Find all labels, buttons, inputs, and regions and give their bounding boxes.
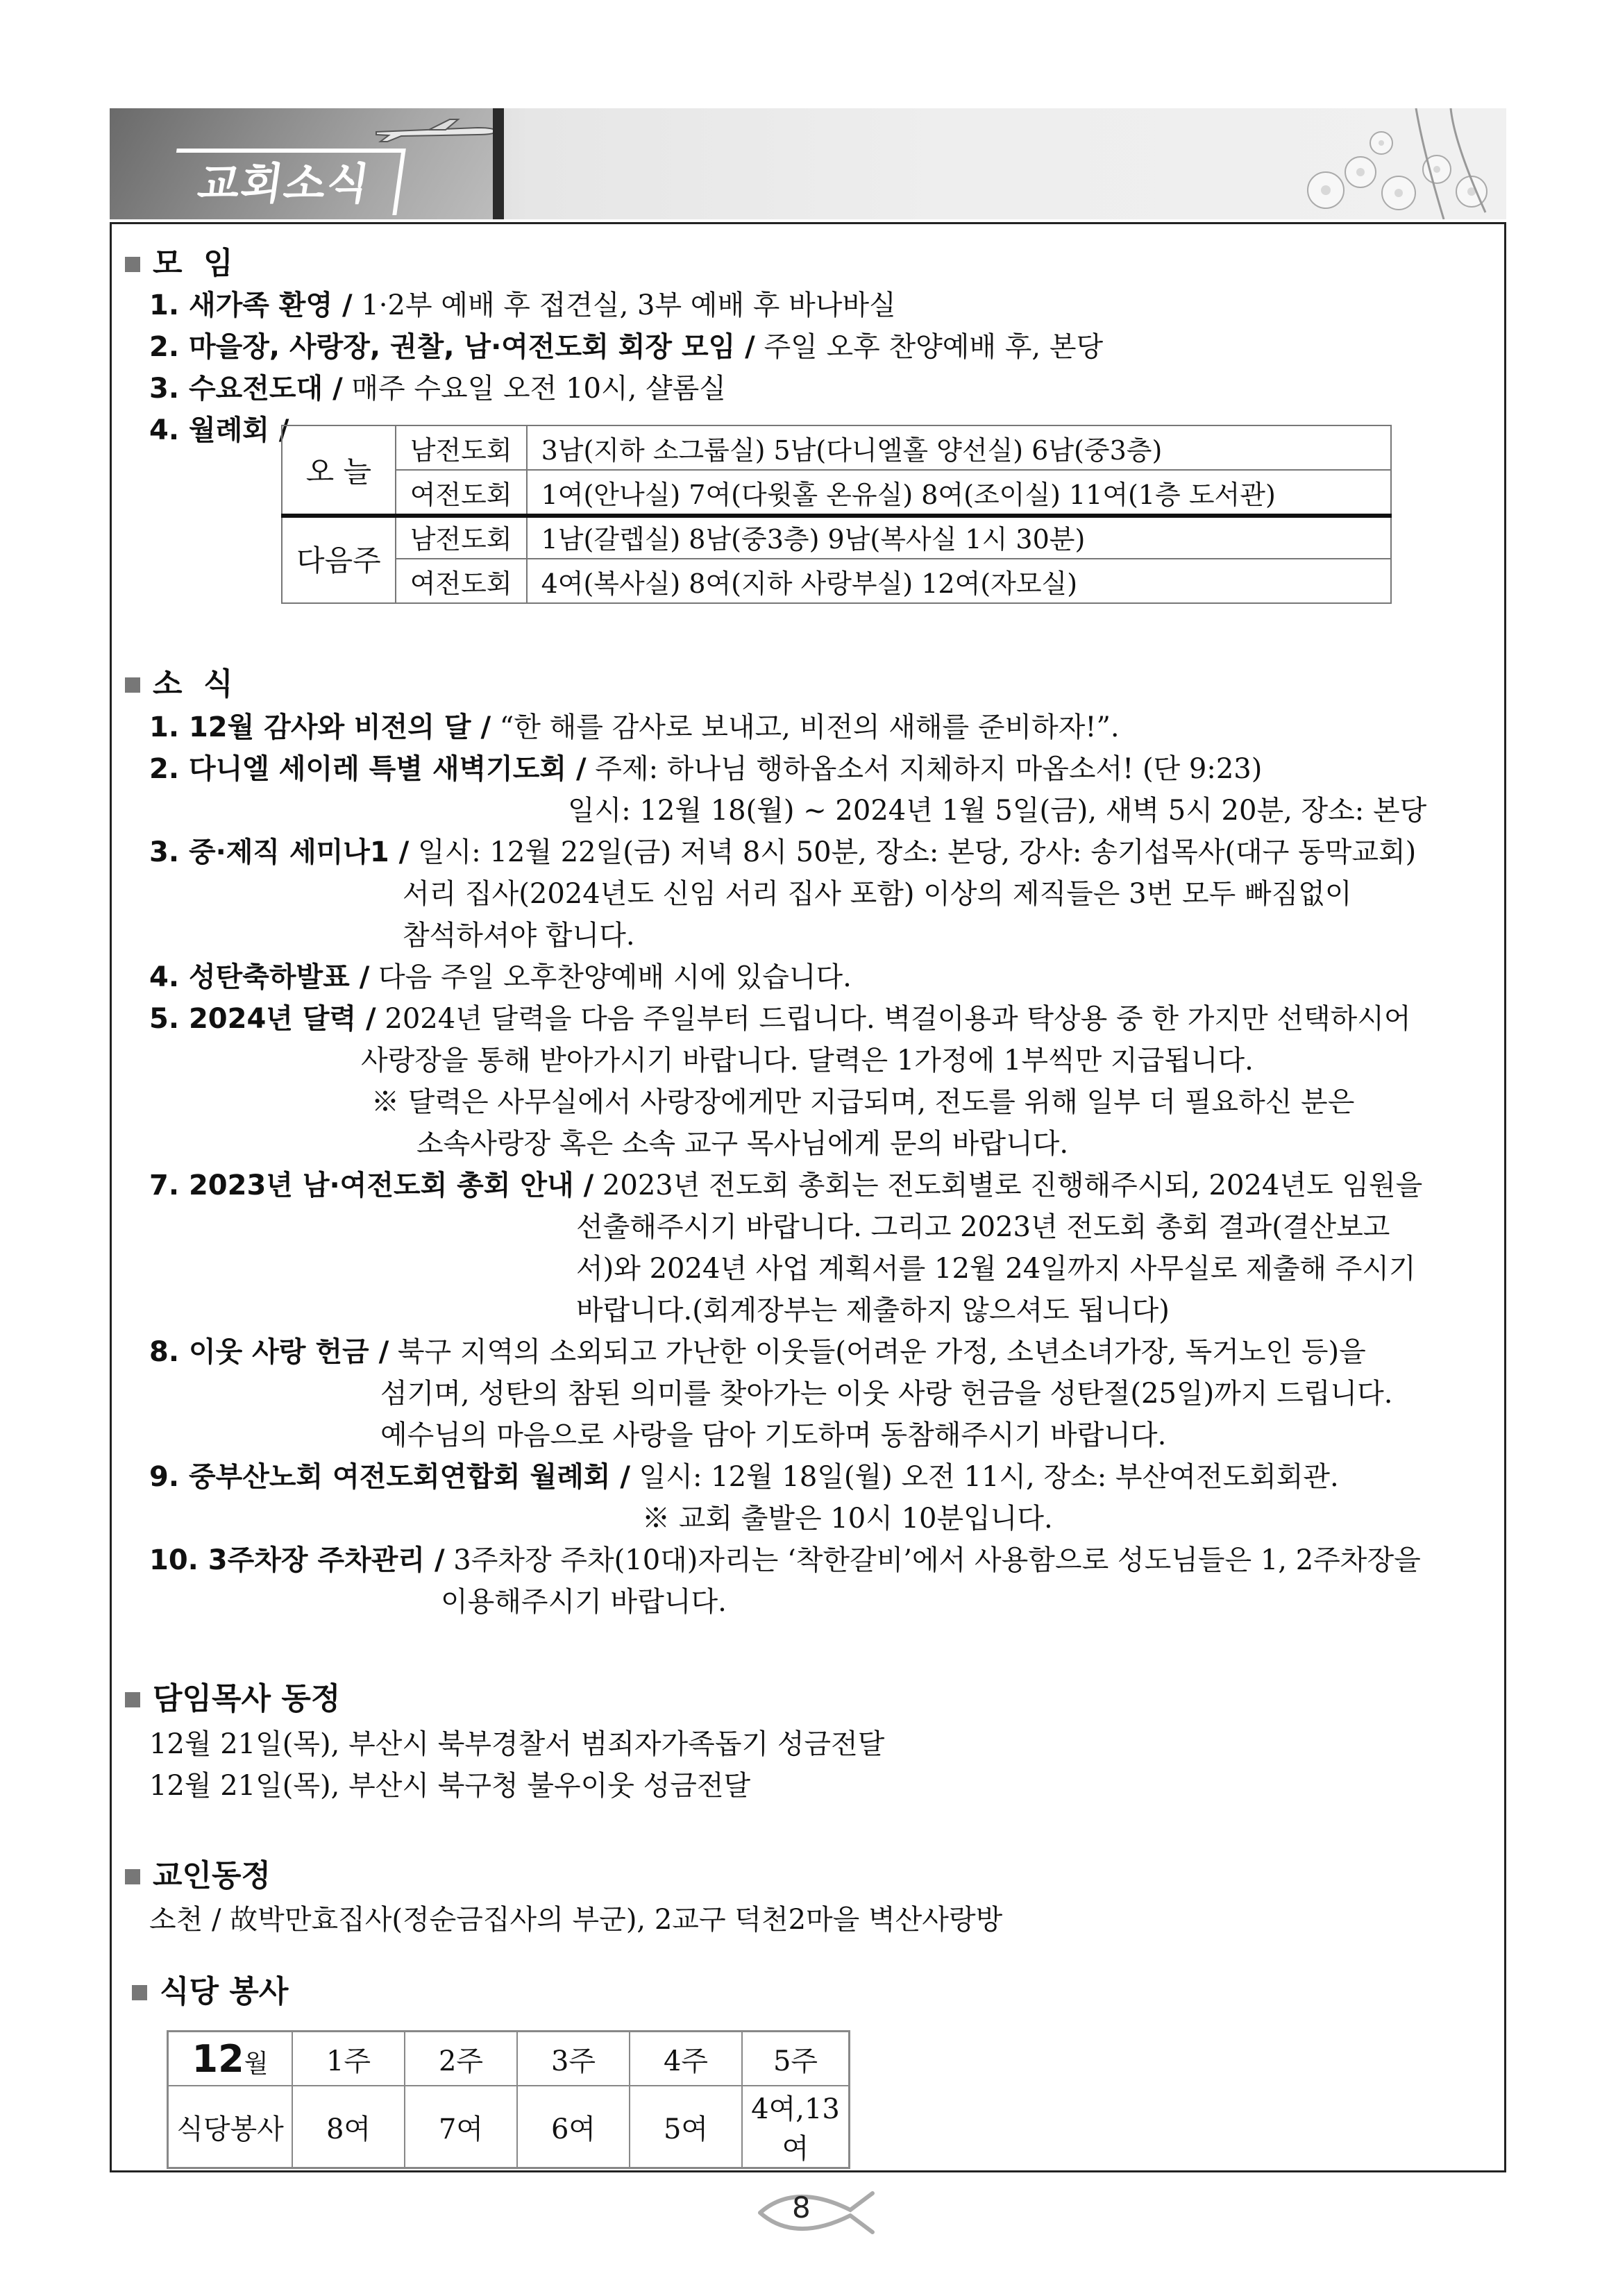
pastor-line: 12월 21일(목), 부산시 북부경찰서 범죄자가족돕기 성금전달 bbox=[149, 1728, 885, 1760]
news-line: 바랍니다.(회계장부는 제출하지 않으셔도 됩니다) bbox=[576, 1294, 1170, 1326]
table-cell: 남전도회 bbox=[396, 425, 527, 470]
news-line: 일시: 12월 18(월) ~ 2024년 1월 5일(금), 새벽 5시 20분, 장소: 본당 bbox=[568, 795, 1427, 827]
airplane-icon bbox=[373, 118, 498, 143]
section-pastor-title: 담임목사 동정 bbox=[125, 1680, 340, 1719]
table-cell: 1남(갈렙실) 8남(중3층) 9남(복사실 1시 30분) bbox=[527, 514, 1391, 559]
table-divider bbox=[281, 514, 1392, 518]
table-cell: 남전도회 bbox=[396, 514, 527, 559]
gathering-item-4: 4. 월례회 / bbox=[149, 414, 289, 446]
news-line: 예수님의 마음으로 사랑을 담아 기도하며 동참해주시기 바랍니다. bbox=[380, 1419, 1167, 1451]
news-line: 참석하셔야 합니다. bbox=[403, 920, 635, 952]
news-line: 서리 집사(2024년도 신임 서리 집사 포함) 이상의 제직들은 3번 모두 빠짐없이 bbox=[403, 878, 1352, 910]
banner-divider bbox=[493, 108, 504, 219]
header-banner bbox=[110, 108, 1506, 219]
week-header: 1주 bbox=[292, 2032, 405, 2086]
news-line: 5. 2024년 달력 / 2024년 달력을 다음 주일부터 드립니다. 벽걸이용과 탁상용 중 한 가지만 선택하시어 bbox=[149, 1003, 1411, 1035]
news-line: 서)와 2024년 사업 계획서를 12월 24일까지 사무실로 제출해 주시기 bbox=[576, 1253, 1416, 1285]
row-label: 식당봉사 bbox=[168, 2086, 293, 2168]
bullet-square-icon bbox=[125, 1692, 140, 1707]
news-line: 7. 2023년 남·여전도회 총회 안내 / 2023년 전도회 총회는 전도회별로 진행해주시되, 2024년도 임원을 bbox=[149, 1170, 1423, 1201]
page-title: 교회소식 bbox=[167, 149, 405, 215]
week-header: 5주 bbox=[742, 2032, 850, 2086]
bullet-square-icon bbox=[125, 1869, 140, 1884]
group-cell: 8여 bbox=[292, 2086, 405, 2168]
group-cell: 4여,13여 bbox=[742, 2086, 850, 2168]
bullet-square-icon bbox=[132, 1985, 147, 2000]
section-cafeteria-title: 식당 봉사 bbox=[132, 1973, 288, 2011]
group-next-week: 다음주 bbox=[282, 514, 396, 603]
gathering-item-2: 2. 마을장, 사랑장, 권찰, 남·여전도회 회장 모임 / 주일 오후 찬양예배 후, 본당 bbox=[149, 331, 1104, 363]
week-header: 4주 bbox=[630, 2032, 742, 2086]
news-line: 소속사랑장 혹은 소속 교구 목사님에게 문의 바랍니다. bbox=[416, 1128, 1069, 1160]
cafeteria-table bbox=[167, 2030, 850, 2169]
news-line: 4. 성탄축하발표 / 다음 주일 오후찬양예배 시에 있습니다. bbox=[149, 961, 852, 993]
table-cell: 3남(지하 소그룹실) 5남(다니엘홀 양선실) 6남(중3층) bbox=[527, 425, 1391, 470]
bullet-square-icon bbox=[125, 677, 140, 693]
news-line: 섬기며, 성탄의 참된 의미를 찾아가는 이웃 사랑 헌금을 성탄절(25일)까지 드립니다. bbox=[380, 1378, 1393, 1410]
news-line: 8. 이웃 사랑 헌금 / 북구 지역의 소외되고 가난한 이웃들(어려운 가정, 소년소녀가장, 독거노인 등)을 bbox=[149, 1336, 1366, 1368]
gathering-item-3: 3. 수요전도대 / 매주 수요일 오전 10시, 샬롬실 bbox=[149, 373, 726, 405]
news-line: ※ 달력은 사무실에서 사랑장에게만 지급되며, 전도를 위해 일부 더 필요하신 분은 bbox=[371, 1086, 1355, 1118]
month-cell: 12월 bbox=[168, 2032, 293, 2086]
gathering-item-1: 1. 새가족 환영 / 1·2부 예배 후 접견실, 3부 예배 후 바나바실 bbox=[149, 289, 896, 321]
group-cell: 5여 bbox=[630, 2086, 742, 2168]
news-line: 2. 다니엘 세이레 특별 새벽기도회 / 주제: 하나님 행하옵소서 지체하지 마옵소서! (단 9:23) bbox=[149, 753, 1263, 785]
week-header: 2주 bbox=[405, 2032, 517, 2086]
section-gatherings-title: 모 임 bbox=[125, 244, 233, 283]
news-line: 선출해주시기 바랍니다. 그리고 2023년 전도회 총회 결과(결산보고 bbox=[576, 1211, 1390, 1243]
news-line: 10. 3주차장 주차관리 / 3주차장 주차(10대)자리는 ‘착한갈비’에서 사용함으로 성도님들은 1, 2주차장을 bbox=[149, 1544, 1421, 1576]
group-cell: 6여 bbox=[517, 2086, 630, 2168]
bullet-square-icon bbox=[125, 257, 140, 272]
group-cell: 7여 bbox=[405, 2086, 517, 2168]
table-cell: 여전도회 bbox=[396, 470, 527, 514]
week-header: 3주 bbox=[517, 2032, 630, 2086]
table-cell: 1여(안나실) 7여(다윗홀 온유실) 8여(조이실) 11여(1층 도서관) bbox=[527, 470, 1391, 514]
news-line: ※ 교회 출발은 10시 10분입니다. bbox=[642, 1503, 1053, 1535]
fish-icon bbox=[753, 2185, 878, 2240]
news-line: 이용해주시기 바랍니다. bbox=[441, 1586, 727, 1618]
flower-decoration-icon bbox=[1277, 108, 1506, 219]
news-line: 9. 중부산노회 여전도회연합회 월례회 / 일시: 12월 18일(월) 오전 11시, 장소: 부산여전도회회관. bbox=[149, 1461, 1339, 1493]
section-members-title: 교인동정 bbox=[125, 1857, 271, 1896]
news-line: 사랑장을 통해 받아가시기 바랍니다. 달력은 1가정에 1부씩만 지급됩니다. bbox=[361, 1045, 1254, 1077]
group-today: 오 늘 bbox=[282, 425, 396, 514]
members-line: 소천 / 故박만효집사(정순금집사의 부군), 2교구 덕천2마을 벽산사랑방 bbox=[149, 1904, 1003, 1936]
table-cell: 4여(복사실) 8여(지하 사랑부실) 12여(자모실) bbox=[527, 559, 1391, 603]
section-news-title: 소 식 bbox=[125, 665, 233, 704]
news-line: 1. 12월 감사와 비전의 달 / “한 해를 감사로 보내고, 비전의 새해를 준비하자!”. bbox=[149, 711, 1120, 743]
news-line: 3. 중·제직 세미나1 / 일시: 12월 22일(금) 저녁 8시 50분, 장소: 본당, 강사: 송기섭목사(대구 동막교회) bbox=[149, 836, 1417, 868]
table-cell: 여전도회 bbox=[396, 559, 527, 603]
page-number: 8 bbox=[753, 2185, 878, 2240]
pastor-line: 12월 21일(목), 부산시 북구청 불우이웃 성금전달 bbox=[149, 1770, 751, 1802]
